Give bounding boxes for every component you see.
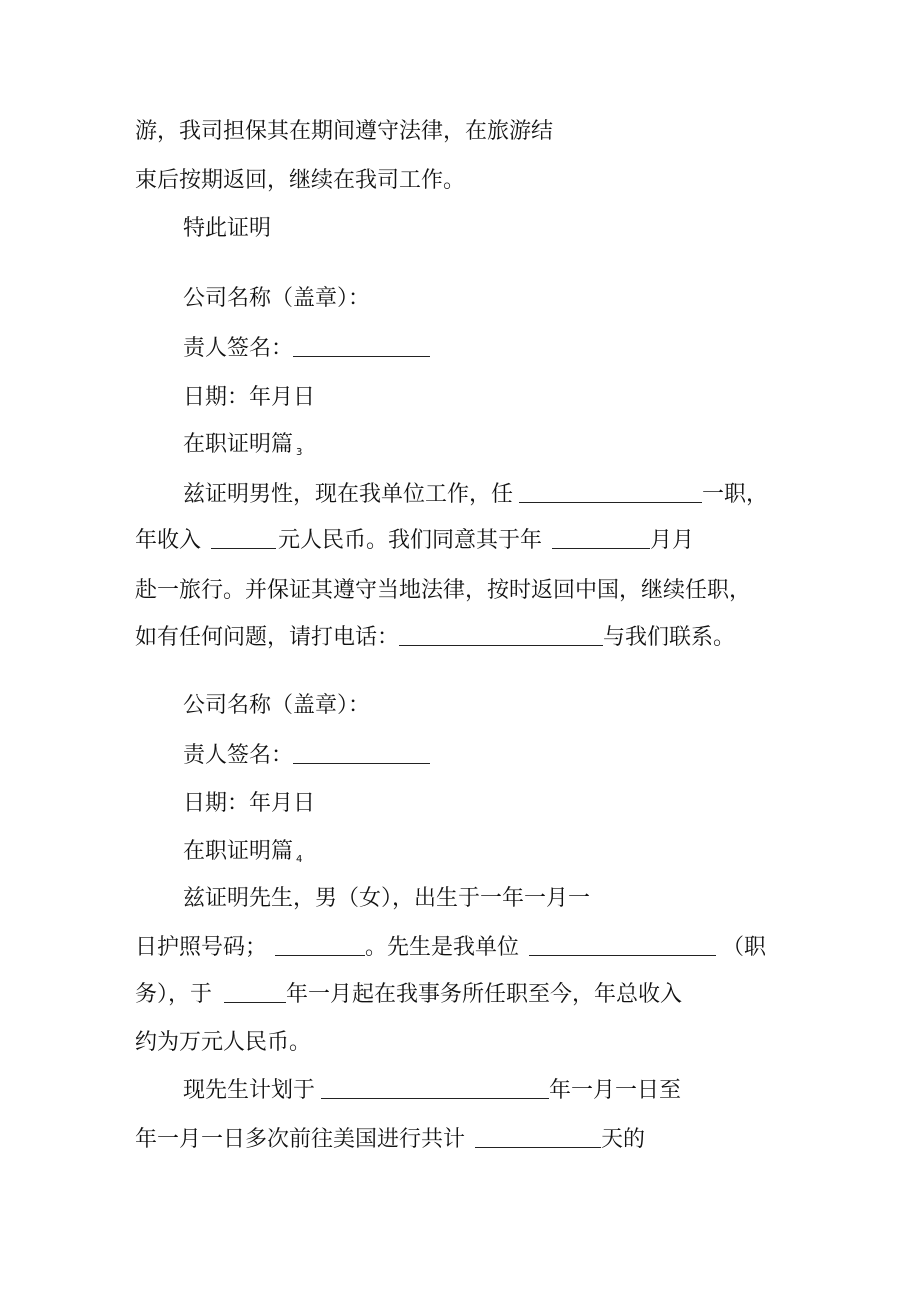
text: 元人民币。我们同意其于年 <box>278 528 543 553</box>
paragraph-line <box>183 1076 681 1106</box>
closing-line <box>183 214 271 244</box>
text-line <box>135 117 553 147</box>
income-blank <box>211 528 276 549</box>
signature-blank <box>293 336 430 357</box>
date-line <box>183 789 315 819</box>
signer-line <box>183 741 430 771</box>
text: 现先生计划于 <box>183 1078 316 1103</box>
paragraph-line <box>135 980 682 1010</box>
text: 日护照号码； <box>135 935 268 960</box>
text: 如有任何问题，请打电话： <box>135 625 400 650</box>
text: 兹证明先生，男（女），出生于一年一月一 <box>183 886 591 911</box>
text-line <box>135 166 465 196</box>
date-label: 日期：年月日 <box>183 791 316 816</box>
phone-blank <box>399 625 603 646</box>
signer-label: 责人签名： <box>183 336 294 361</box>
company-name-line <box>183 691 370 721</box>
text: 。先生是我单位 <box>365 935 520 960</box>
signature-blank <box>293 743 430 764</box>
closing-text: 特此证明 <box>183 216 272 241</box>
text: 天的 <box>601 1127 646 1152</box>
text: 务），于 <box>135 982 213 1007</box>
heading-text: 在职证明篇 <box>183 839 294 864</box>
position-blank <box>519 482 702 503</box>
text: 束后按期返回，继续在我司工作。 <box>135 168 466 193</box>
text: 年一月一日多次前往美国进行共计 <box>135 1127 466 1152</box>
text: 与我们联系。 <box>603 625 736 650</box>
text: （职 <box>722 935 767 960</box>
paragraph-line <box>183 480 768 510</box>
plan-year-blank <box>321 1078 549 1099</box>
paragraph-line <box>135 933 766 963</box>
year-blank <box>552 528 650 549</box>
text: 年一月一日至 <box>549 1078 682 1103</box>
passport-blank <box>275 935 365 956</box>
company-label: 公司名称（盖章）： <box>183 693 371 718</box>
paragraph-line <box>183 884 590 914</box>
paragraph-line <box>135 1125 645 1155</box>
company-name-line <box>183 284 370 314</box>
company-label: 公司名称（盖章）： <box>183 286 371 311</box>
paragraph-line <box>135 1028 311 1058</box>
paragraph-line <box>135 623 735 653</box>
text: 赴一旅行。并保证其遵守当地法律，按时返回中国，继续任职， <box>135 578 752 603</box>
date-label: 日期：年月日 <box>183 385 316 410</box>
heading-number: 4 <box>296 854 303 865</box>
text: 游，我司担保其在期间遵守法律，在旅游结 <box>135 119 554 144</box>
text: 年收入 <box>135 528 202 553</box>
text: 年一月起在我事务所任职至今，年总收入 <box>286 982 683 1007</box>
text: 约为万元人民币。 <box>135 1030 312 1055</box>
text: 兹证明男性，现在我单位工作，任 <box>183 482 514 507</box>
section-heading <box>183 430 302 468</box>
paragraph-line <box>135 576 751 606</box>
date-line <box>183 383 315 413</box>
text: 月月 <box>650 528 695 553</box>
signer-label: 责人签名： <box>183 743 294 768</box>
start-year-blank <box>224 982 286 1003</box>
heading-text: 在职证明篇 <box>183 432 294 457</box>
text: 一职， <box>702 482 769 507</box>
unit-position-blank <box>529 935 716 956</box>
signer-line <box>183 334 430 364</box>
section-heading <box>183 837 302 875</box>
paragraph-line <box>135 526 694 556</box>
days-blank <box>475 1127 601 1148</box>
heading-number: 3 <box>296 447 303 458</box>
